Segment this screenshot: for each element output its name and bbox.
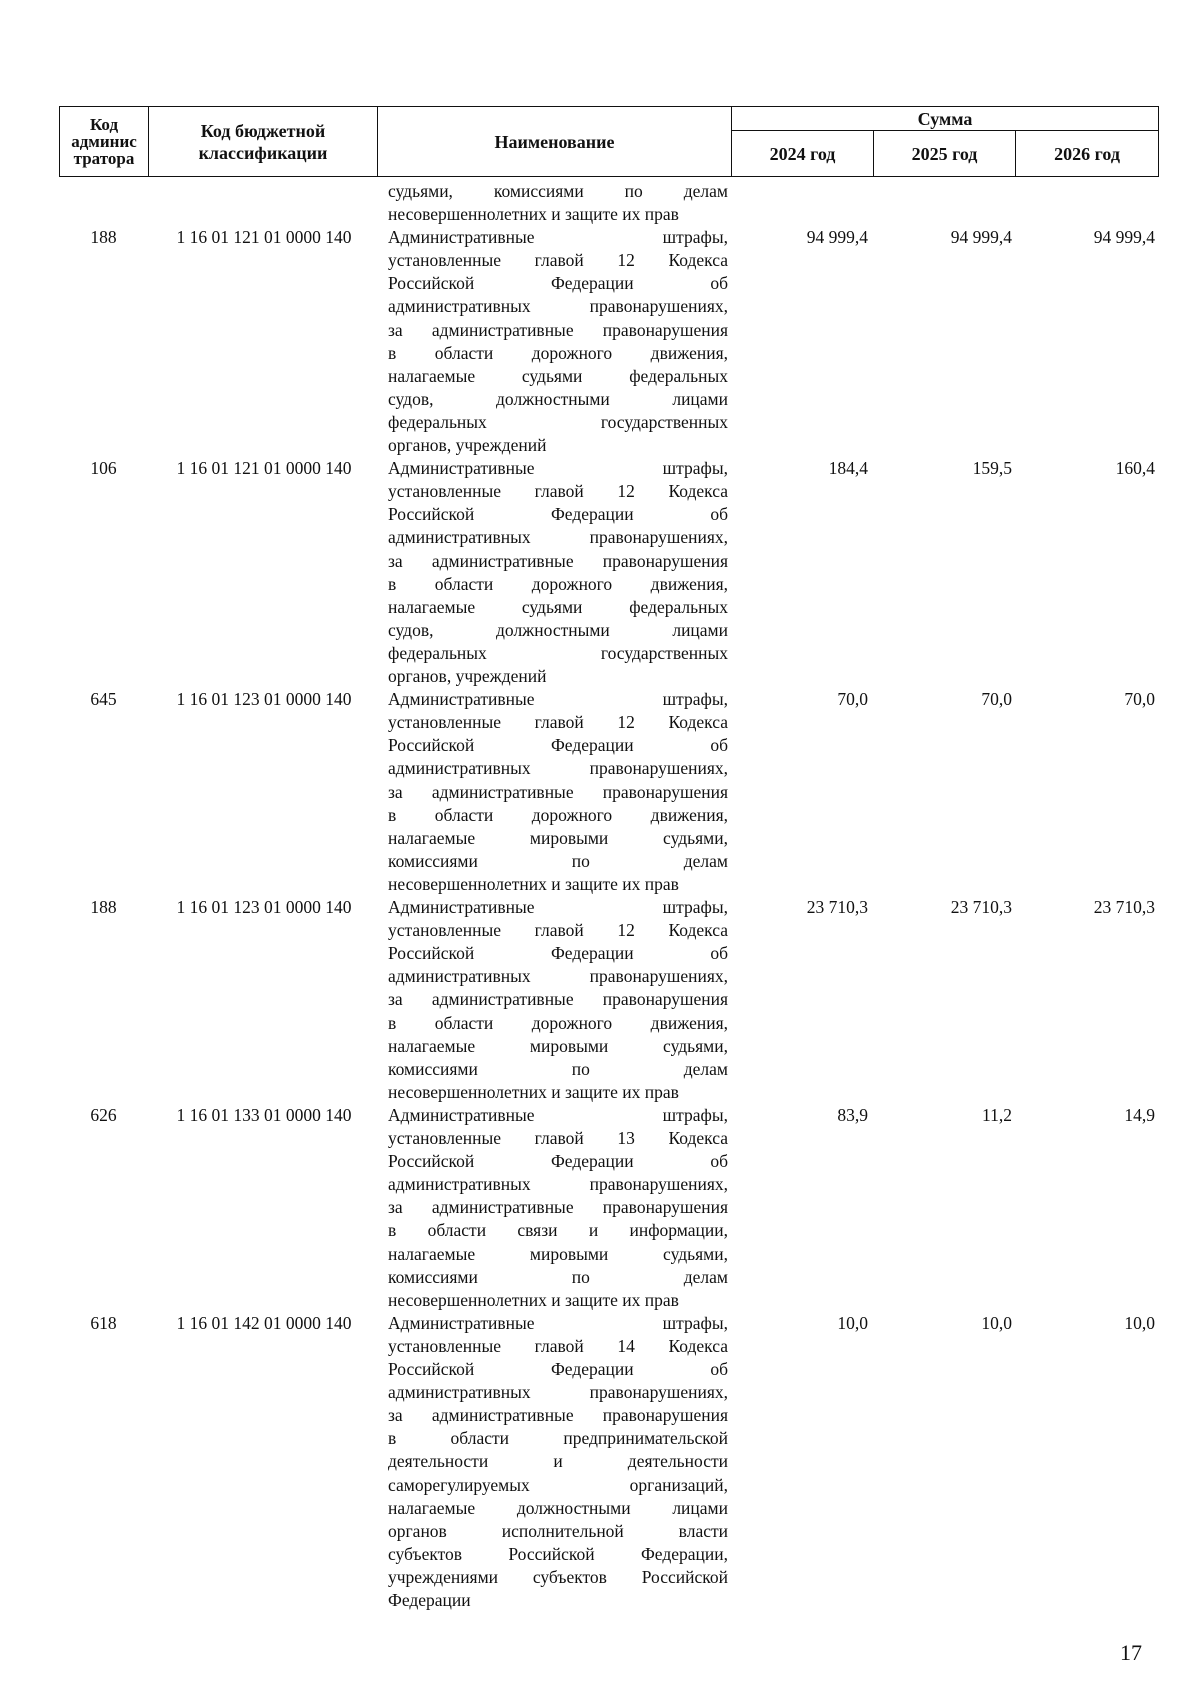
name-cell — [388, 1312, 728, 1612]
name-line: Административные штрафы, — [388, 458, 728, 479]
name-line: Административные штрафы, — [388, 227, 728, 248]
name-line: за административные правонарушения — [388, 781, 728, 802]
name-cell — [388, 1104, 728, 1312]
name-line: Российской Федерации об — [388, 1359, 728, 1380]
budget-code-cell: 1 16 01 142 01 0000 140 — [176, 1312, 352, 1333]
name-line: за административные правонарушения — [388, 319, 728, 340]
name-line: Административные штрафы, — [388, 689, 728, 710]
amount-2025-cell: 11,2 — [982, 1105, 1012, 1125]
name-line: в области дорожного движения, — [388, 573, 728, 594]
name-cell — [388, 226, 728, 457]
name-line: Федерации — [388, 1590, 471, 1611]
amount-2024-cell: 70,0 — [837, 689, 868, 710]
name-line: административных правонарушениях, — [388, 966, 728, 987]
amount-2026-cell: 14,9 — [1124, 1105, 1155, 1125]
header-sum: Сумма — [732, 107, 1159, 131]
name-line: органов, учреждений — [388, 435, 547, 456]
amount-2025-cell: 23 710,3 — [950, 897, 1012, 918]
name-line: органов, учреждений — [388, 666, 547, 687]
name-line: административных правонарушениях, — [388, 527, 728, 548]
admin-code-cell: 188 — [90, 897, 117, 918]
table-header — [59, 106, 1159, 177]
amount-2025-cell: 70,0 — [981, 689, 1012, 710]
name-line: несовершеннолетних и защите их прав — [388, 873, 679, 894]
name-line: налагаемые судьями федеральных — [388, 596, 728, 617]
name-line: за административные правонарушения — [388, 1405, 728, 1426]
amount-2025-cell: 159,5 — [972, 458, 1012, 479]
header-year-2026: 2026 год — [1016, 131, 1159, 177]
name-line: административных правонарушениях, — [388, 758, 728, 779]
amount-2024-cell: 184,4 — [828, 458, 868, 479]
name-line: Административные штрафы, — [388, 897, 728, 918]
name-line: саморегулируемых организаций, — [388, 1474, 728, 1495]
name-line: налагаемые мировыми судьями, — [388, 1243, 728, 1264]
amount-2024-cell: 23 710,3 — [806, 897, 868, 918]
amount-2026-cell: 23 710,3 — [1093, 897, 1155, 918]
admin-code-cell: 106 — [90, 458, 117, 479]
header-admin-code: Код админис тратора — [60, 107, 149, 177]
header-name: Наименование — [378, 107, 732, 177]
name-line: судьями, комиссиями по делам — [388, 181, 728, 201]
name-line: административных правонарушениях, — [388, 1382, 728, 1403]
header-year-2024: 2024 год — [732, 131, 874, 177]
name-line: в области дорожного движения, — [388, 804, 728, 825]
budget-code-cell: 1 16 01 123 01 0000 140 — [176, 897, 352, 918]
name-cell — [388, 896, 728, 1104]
name-line: налагаемые мировыми судьями, — [388, 1035, 728, 1056]
amount-2024-cell: 94 999,4 — [806, 227, 868, 248]
name-line: установленные главой 12 Кодекса — [388, 250, 728, 271]
budget-code-cell: 1 16 01 121 01 0000 140 — [176, 458, 352, 479]
amount-2026-cell: 70,0 — [1124, 689, 1155, 710]
name-line: федеральных государственных — [388, 411, 728, 432]
name-line: комиссиями по делам — [388, 1266, 728, 1287]
name-line: в области дорожного движения, — [388, 342, 728, 363]
name-line: федеральных государственных — [388, 642, 728, 663]
name-line: Российской Федерации об — [388, 504, 728, 525]
name-line: судов, должностными лицами — [388, 619, 728, 640]
amount-2025-cell: 10,0 — [981, 1312, 1012, 1333]
budget-code-cell: 1 16 01 123 01 0000 140 — [176, 689, 352, 710]
name-line: установленные главой 14 Кодекса — [388, 1335, 728, 1356]
header-year-2025: 2025 год — [874, 131, 1016, 177]
amount-2026-cell: 94 999,4 — [1093, 227, 1155, 248]
admin-code-cell: 645 — [90, 689, 117, 710]
admin-code-cell: 188 — [90, 227, 117, 248]
name-line: судов, должностными лицами — [388, 388, 728, 409]
name-line: комиссиями по делам — [388, 1058, 728, 1079]
amount-2025-cell: 94 999,4 — [950, 227, 1012, 248]
name-line: органов исполнительной власти — [388, 1520, 728, 1541]
amount-2024-cell: 10,0 — [837, 1312, 868, 1333]
name-line: Российской Федерации об — [388, 943, 728, 964]
name-line: несовершеннолетних и защите их прав — [388, 204, 679, 225]
name-line: субъектов Российской Федерации, — [388, 1543, 728, 1564]
header-budget-code: Код бюджетной классификации — [149, 107, 378, 177]
budget-code-cell: 1 16 01 133 01 0000 140 — [176, 1105, 352, 1125]
name-cell — [388, 457, 728, 688]
name-line: Российской Федерации об — [388, 273, 728, 294]
name-line: учреждениями субъектов Российской — [388, 1566, 728, 1587]
name-line: установленные главой 13 Кодекса — [388, 1128, 728, 1149]
name-line: в области связи и информации, — [388, 1220, 728, 1241]
page-number: 17 — [1120, 1640, 1142, 1665]
name-line: несовершеннолетних и защите их прав — [388, 1289, 679, 1310]
admin-code-cell: 626 — [90, 1105, 117, 1125]
name-line: несовершеннолетних и защите их прав — [388, 1081, 679, 1102]
amount-2024-cell: 83,9 — [837, 1105, 868, 1125]
name-line: налагаемые должностными лицами — [388, 1497, 728, 1518]
name-line: Административные штрафы, — [388, 1105, 728, 1125]
amount-2026-cell: 160,4 — [1115, 458, 1155, 479]
name-line: в области предпринимательской — [388, 1428, 728, 1449]
name-line: Административные штрафы, — [388, 1312, 728, 1333]
name-line: налагаемые судьями федеральных — [388, 365, 728, 386]
name-line: за административные правонарушения — [388, 550, 728, 571]
name-line: за административные правонарушения — [388, 989, 728, 1010]
name-line: в области дорожного движения, — [388, 1012, 728, 1033]
budget-code-cell: 1 16 01 121 01 0000 140 — [176, 227, 352, 248]
name-line: деятельности и деятельности — [388, 1451, 728, 1472]
name-cell — [388, 688, 728, 896]
name-line: административных правонарушениях, — [388, 1174, 728, 1195]
name-line: налагаемые мировыми судьями, — [388, 827, 728, 848]
name-line: за административные правонарушения — [388, 1197, 728, 1218]
name-line: Российской Федерации об — [388, 735, 728, 756]
name-line: Российской Федерации об — [388, 1151, 728, 1172]
name-line: установленные главой 12 Кодекса — [388, 712, 728, 733]
admin-code-cell: 618 — [90, 1312, 117, 1333]
amount-2026-cell: 10,0 — [1124, 1312, 1155, 1333]
name-line: установленные главой 12 Кодекса — [388, 920, 728, 941]
name-line: комиссиями по делам — [388, 850, 728, 871]
name-line: административных правонарушениях, — [388, 296, 728, 317]
name-line: установленные главой 12 Кодекса — [388, 481, 728, 502]
continuation-text — [388, 180, 728, 226]
